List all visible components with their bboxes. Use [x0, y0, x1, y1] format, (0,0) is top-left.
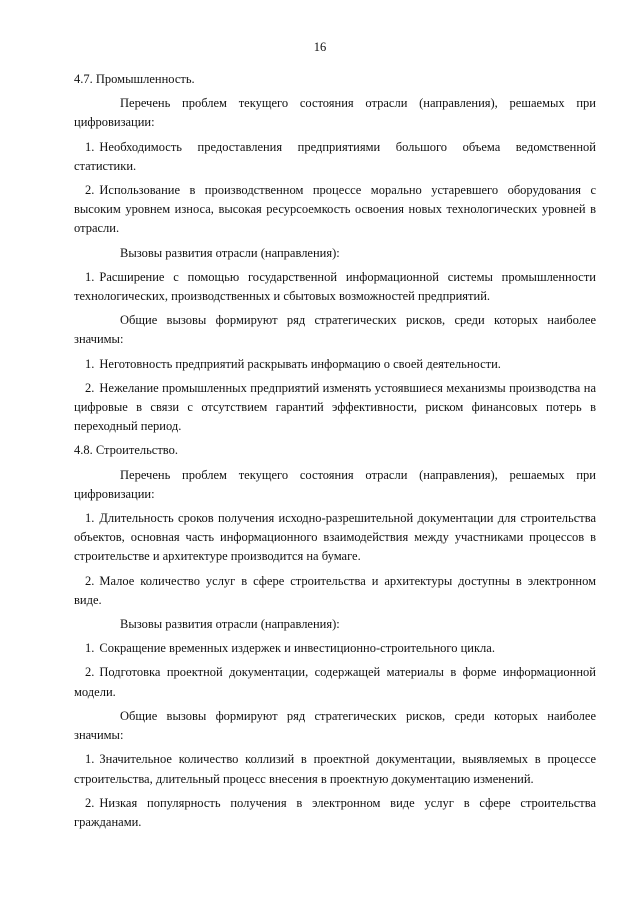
list-item — [74, 379, 596, 437]
item-number: 2. — [85, 183, 95, 198]
list-item — [74, 750, 596, 788]
item-text: Нежелание промышленных предприятий изменять устоявшиеся механизмы производства на цифровые в связи с отсутствием гарантий эффективности, риском финансовых потерь в переходный период. — [74, 380, 596, 434]
item-number: 1. — [85, 139, 95, 154]
item-text: Сокращение временных издержек и инвестиционно-строительного цикла. — [99, 641, 495, 656]
list-item — [74, 181, 596, 239]
item-number: 2. — [85, 665, 95, 680]
list-item — [74, 268, 596, 306]
item-text: Использование в производственном процессе морально устаревшего оборудования с высоким уровнем износа, высокая ресурсоемкость освоения новых технологических уровней в отрасли. — [74, 183, 596, 236]
risks-intro: Общие вызовы формируют ряд стратегических рисков, среди которых наиболее значимы: — [74, 708, 596, 743]
list-item — [74, 663, 596, 701]
item-text: Расширение с помощью государственной информационной системы промышленности технологических, производственных и сбытовых возможностей предприятий. — [74, 269, 596, 304]
item-number: 1. — [85, 511, 95, 526]
list-item — [74, 138, 596, 176]
list-item — [74, 794, 596, 832]
item-text: Подготовка проектной документации, содержащей материалы в форме информационной модели. — [74, 665, 596, 699]
item-number: 2. — [85, 573, 95, 588]
item-number: 1. — [85, 356, 95, 371]
list-item — [74, 509, 596, 567]
item-number: 1. — [85, 641, 95, 656]
list-item — [74, 355, 596, 374]
page-number: 16 — [313, 40, 327, 54]
item-number: 2. — [85, 380, 95, 395]
item-number: 1. — [85, 752, 95, 767]
item-text: Длительность сроков получения исходно-разрешительной документации для строительства объектов, основная часть информационного взаимодействия между участниками процессов в строительстве и архитектуре производится на бумаге. — [74, 511, 596, 564]
risks-intro: Общие вызовы формируют ряд стратегических рисков, среди которых наиболее значимы: — [74, 313, 596, 347]
item-text: Значительное количество коллизий в проектной документации, выявляемых в процессе строительства, длительный процесс внесения в проектную документацию изменений. — [74, 752, 596, 786]
item-text: Необходимость предоставления предприятиями большого объема ведомственной статистики. — [74, 139, 596, 173]
list-item — [74, 572, 596, 610]
section-heading-construction: 4.8. Строительство. — [74, 443, 179, 458]
section-heading-industry: 4.7. Промышленность. — [74, 72, 195, 86]
problems-intro: Перечень проблем текущего состояния отрасли (направления), решаемых при цифровизации: — [74, 96, 596, 130]
list-item — [74, 639, 596, 658]
challenges-intro: Вызовы развития отрасли (направления): — [120, 245, 340, 260]
problems-intro: Перечень проблем текущего состояния отрасли (направления), решаемых при цифровизации: — [74, 467, 596, 501]
item-text: Низкая популярность получения в электронном виде услуг в сфере строительства гражданами. — [74, 795, 596, 829]
item-text: Неготовность предприятий раскрывать информацию о своей деятельности. — [99, 356, 501, 371]
item-number: 2. — [85, 795, 95, 810]
page-content — [74, 70, 596, 837]
challenges-intro: Вызовы развития отрасли (направления): — [120, 617, 340, 632]
item-number: 1. — [85, 269, 95, 284]
item-text: Малое количество услуг в сфере строительства и архитектуры доступны в электронном виде. — [74, 573, 596, 607]
